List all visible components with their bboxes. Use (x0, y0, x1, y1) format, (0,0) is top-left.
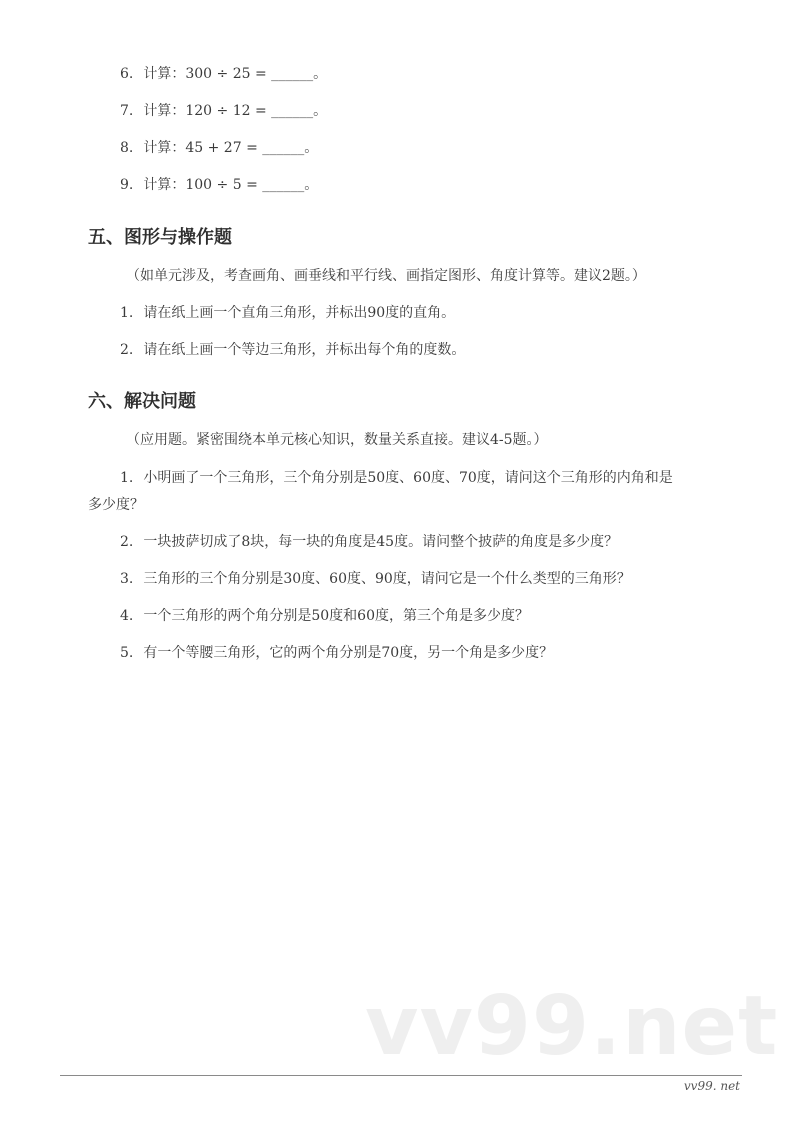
question-number: 1. (120, 305, 134, 321)
question-number: 3. (120, 571, 134, 587)
footer-divider (60, 1075, 742, 1076)
question-text: 请在纸上画一个直角三角形，并标出90度的直角。 (143, 305, 456, 321)
question-text: 计算：100 ÷ 5 = ______。 (143, 177, 319, 193)
question-text: 一块披萨切成了8块，每一块的角度是45度。请问整个披萨的角度是多少度？ (143, 534, 619, 550)
question-text: 请在纸上画一个等边三角形，并标出每个角的度数。 (143, 342, 466, 358)
question-text: 计算：300 ÷ 25 = ______。 (143, 66, 328, 82)
question-item (120, 340, 465, 360)
calc-item (120, 175, 318, 195)
question-number: 1. (120, 470, 134, 486)
question-text: 计算：120 ÷ 12 = ______。 (143, 103, 328, 119)
question-number: 5. (120, 645, 134, 661)
question-item (120, 569, 631, 589)
calc-item (120, 138, 318, 158)
question-number: 9. (120, 177, 134, 193)
question-item (120, 532, 618, 552)
question-number: 2. (120, 534, 134, 550)
question-number: 7. (120, 103, 134, 119)
question-text: 三角形的三个角分别是30度、60度、90度，请问它是一个什么类型的三角形？ (143, 571, 631, 587)
section-heading: 六、解决问题 (88, 391, 196, 412)
question-item (120, 643, 553, 663)
section-note: （应用题。紧密围绕本单元核心知识，数量关系直接。建议4-5题。） (126, 432, 548, 448)
calc-item (120, 64, 327, 84)
calc-item (120, 101, 327, 121)
question-text: 一个三角形的两个角分别是50度和60度，第三个角是多少度？ (143, 608, 529, 624)
question-text-continuation: 多少度？ (88, 497, 144, 513)
question-item (120, 303, 455, 323)
question-text: 计算：45 + 27 = ______。 (143, 140, 319, 156)
question-item (120, 606, 529, 626)
section-heading: 五、图形与操作题 (88, 227, 232, 248)
question-item (120, 468, 673, 488)
section-note: （如单元涉及，考查画角、画垂线和平行线、画指定图形、角度计算等。建议2题。） (126, 268, 646, 284)
footer-site-label: vv99. net (683, 1079, 740, 1093)
question-text: 小明画了一个三角形，三个角分别是50度、60度、70度，请问这个三角形的内角和是 (143, 470, 673, 486)
question-number: 2. (120, 342, 134, 358)
question-number: 8. (120, 140, 134, 156)
question-text: 有一个等腰三角形，它的两个角分别是70度，另一个角是多少度？ (143, 645, 554, 661)
watermark: vv99.net (365, 979, 779, 1074)
question-number: 6. (120, 66, 134, 82)
question-number: 4. (120, 608, 134, 624)
